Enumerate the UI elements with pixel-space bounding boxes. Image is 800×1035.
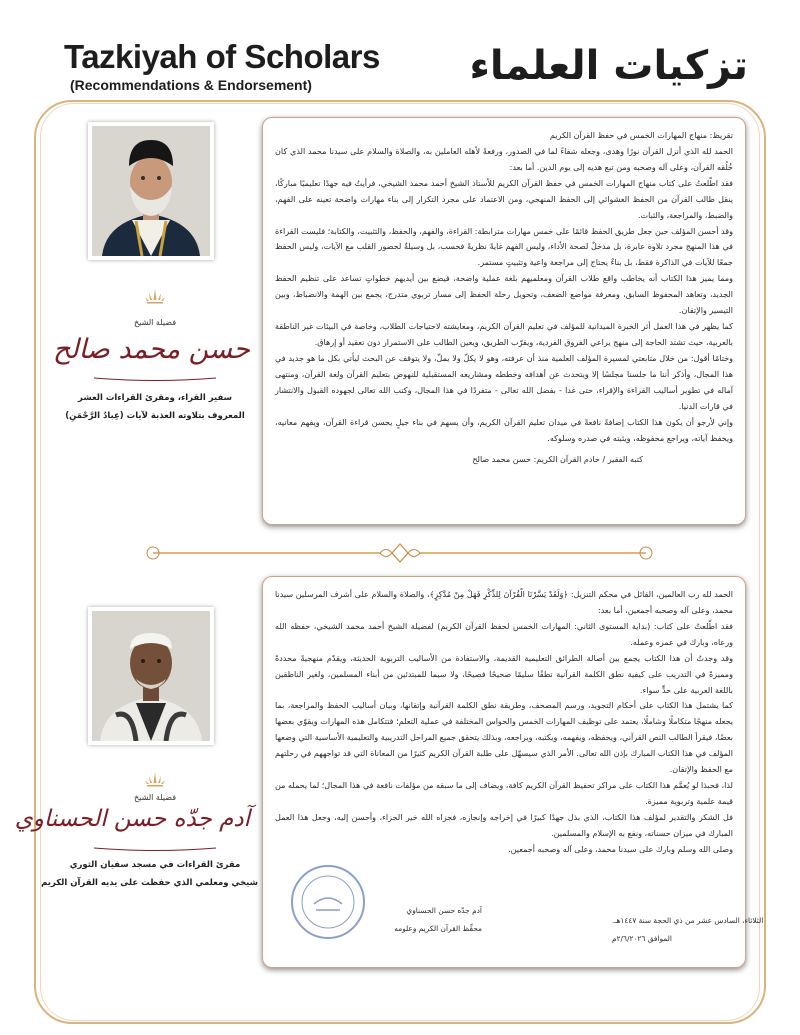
letter2-paragraph: الحمد لله رب العالمين، القائل في محكم التنزيل: ﴿وَلَقَدْ يَسَّرْنَا الْقُرْآنَ لِلذِّكْرِ فَهَلْ مِنْ مُدَّكِرٍ﴾، والصلاة والسلام على أشرف المرسلين سيدنا محمد، وعلى آله وصحبه أجمعين، أما بعد: xyxy=(275,590,733,615)
page-title-en: Tazkiyah of Scholars xyxy=(64,38,380,75)
crown-ornament-icon xyxy=(143,288,167,304)
letter2-date-gregorian: الموافق ٢/٦/٢٠٢٦م xyxy=(612,934,672,943)
letter1-heading: تقريظ: منهاج المهارات الخمس في حفظ القرآن الكريم xyxy=(549,131,733,140)
scholar1-description: المعروف بتلاوته العذبة لآيات (عِبادُ الرَّحْمَنِ) xyxy=(65,411,245,421)
page-title-ar: تزكيات العلماء xyxy=(469,43,748,89)
letter2-paragraph: لذا، فحبذا لو يُعمَّم هذا الكتاب على مراكز تحفيظ القرآن الكريم كافة، ويضاف إلى ما سبقه من مؤلفات نافعة في هذا المجال؛ لما يحمله من قيمة علمية وتربوية مميزة. xyxy=(275,781,733,806)
section-divider-ornament xyxy=(40,538,760,568)
scholar1-letter-card xyxy=(262,117,746,525)
letter1-paragraph: وختامًا أقول: من خلال متابعتي لمسيرة المؤلف العلمية منذ أن عرفته، وهو لا يكلّ ولا يملّ، ولا يتوقف عن البحث ليأتي بكل ما هو جديد في هذا المجال، وأذكر أننا ما جلسنا مجلسًا إلا ويتحدث عن أهدافه وخططه ومشاريعه المستقبلية للنهوض بتعليم القرآن ولغة القرآن، ومنتهى آماله في تطوير أساليب القراءة والإقراء، حتى غدا - بفضل الله تعالى - متفردًا في هذا المجال، وكتب الله تعالى لجهوده القبول والانتشار في قارات الدنيا. xyxy=(275,353,733,411)
official-seal-stamp xyxy=(288,862,368,942)
scholar1-honorific: فضيلة الشيخ xyxy=(133,318,177,327)
letter1-paragraph: ومما يميز هذا الكتاب أنه يخاطب واقع طلاب القرآن ومعلميهم بلغة عملية واضحة، فيضع بين أيديهم خطواتٍ تساعد على تنظيم الحفظ الجديد، وتعاهد المحفوظ السابق، ومعرفة مواضع الضعف، وتحويل رحلة الحفظ إلى مسار تربوي متدرج، يجمع بين الهمة والانضباط، وبين التيسير والإتقان. xyxy=(275,274,733,316)
scholar2-portrait-image xyxy=(92,611,210,741)
letter1-paragraph: وقد أحسن المؤلف حين جعل طريق الحفظ قائمًا على خمس مهارات مترابطة: القراءة، والفهم، والحفظ، والتثبيت، والكتابة؛ فليست القراءة في هذا المنهج مجرد تلاوة عابرة، بل مدخلٌ لصحة الأداء، وليس الفهم غايةً نظريةً فحسب، بل وسيلةٌ لحضور القلب مع الآيات، وليس الحفظ جمعًا للآيات في الذاكرة فقط، بل بناءٌ يحتاج إلى مراجعة واعية وتثبيتٍ مستمر. xyxy=(275,226,733,268)
scholar1-photo xyxy=(88,122,214,260)
scholar1-signature-flourish xyxy=(92,374,218,382)
letter2-date-hijri: الثلاثاء، السادس عشر من ذي الحجة سنة ١٤٤٧هـ. xyxy=(612,916,764,925)
scholar2-photo xyxy=(88,607,214,745)
letter1-paragraph: الحمد لله الذي أنزل القرآن نورًا وهدى، وجعله شفاءً لما في الصدور، ورفعةً لأهله العاملين به، والصلاة والسلام على سيدنا محمد الذي كان خُلُقه القرآن، وعلى آله وصحبه ومن تبع هديه إلى يوم الدين. أما بعد: xyxy=(275,146,733,172)
letter2-paragraph: فل الشكر والتقدير لمؤلف هذا الكتاب، الذي بذل جهدًا كبيرًا في إخراجه وإنجازه، فجزاه الله خير الجزاء، وأحسن إليه، وجعل هذا العمل المبارك في ميزان حسناته، ونفع به الإسلام والمسلمين. xyxy=(275,812,733,838)
letter2-sign-title: محفِّظ القرآن الكريم وعلومه xyxy=(394,924,482,933)
scholar2-signature: آدم جدّه حسن الحسناوي xyxy=(14,806,250,832)
letter2-paragraph: كما يشتمل هذا الكتاب على أحكام التجويد، ورسم المصحف، وطريقة نطق الكلمة القرآنية وإتقانها، وبيان أساليب الحفظ والمراجعة، بما يجعله منهجًا متكاملًا وشاملًا، يعتمد على توظيف المهارات الخمس والحواس المختلفة في عملية التعلم؛ فتتكامل هذه المهارات ويقوّي بعضها بعضًا، فيقرأ الطالب النص القرآني، ويحفظه، ويفهمه، ويكتبه، ويراجعه، وبذلك يتحقق جميع المراحل التدريبية والتعليمية الأساسية التي وضعها المؤلف في هذا الكتاب المبارك بإذن الله تعالى. الأمر الذي سيسهّل على طلبة القرآن الكريم كثيرًا من المعاناة التي قد تواجههم في رحلتهم مع الحفظ والإتقان. xyxy=(275,701,733,775)
crown-ornament-icon xyxy=(143,771,167,787)
scholar2-signature-flourish xyxy=(92,844,218,852)
letter2-paragraph: وقد وجدتُ أن هذا الكتاب يجمع بين أصالة الطرائق التعليمية القديمة، والاستفادة من الأساليب التربوية الحديثة، ويقدّم منهجيةً محددةً ومميزةً في التدريب على كيفية نطق الكلمة القرآنية نطقًا سليمًا صحيحًا فصيحًا، ولا سيما للمبتدئين من أبناء المسلمين، ولغير الناطقين باللغة العربية على حدٍّ سواء. xyxy=(275,653,733,695)
scholar2-honorific: فضيلة الشيخ xyxy=(133,793,177,802)
scholar1-signature: حسن محمد صالح xyxy=(53,334,250,365)
letter1-paragraph: فقد اطّلعتُ على كتاب منهاج المهارات الخمس في حفظ القرآن الكريم للأستاذ الشيخ أحمد محمد الشيخي، فرأيتُ فيه جهدًا تعليميًا مباركًا، ينقل طالب القرآن من الحفظ العشوائي إلى الحفظ المنهجي، ومن الاعتماد على مجرد التكرار إلى بناء مهارات واضحة تعينه على الفهم، والضبط، والمراجعة، والثبات. xyxy=(275,178,733,220)
letter1-signature: كتبه الفقير / خادم القرآن الكريم: حسن محمد صالح xyxy=(472,455,643,465)
letter2-paragraph: فقد اطّلعتُ على كتاب: (بداية المستوى الثاني: المهارات الخمس لحفظ القرآن الكريم) لفضيلة الشيخ أحمد محمد الشيخي، حفظه الله ورعاه، وبارك في عمره وعمله. xyxy=(275,621,733,647)
letter1-paragraph: كما يظهر في هذا العمل أثر الخبرة الميدانية للمؤلف في تعليم القرآن الكريم، ومعايشته لاحتياجات الطلاب، وخاصة في البيئات غير الناطقة بالعربية، حيث تشتد الحاجة إلى منهج يراعي الفروق الفردية، ويقرّب الطريق، ويعين الطالب على الاستمرار دون تعقيد أو إرهاق. xyxy=(275,322,733,347)
scholar1-portrait-image xyxy=(92,126,210,256)
letter1-paragraph: وإني لأرجو أن يكون هذا الكتاب إضافةً نافعةً في ميدان تعليم القرآن الكريم، وأن يسهم في بناء جيلٍ يحسن قراءة القرآن، ويفهم معانيه، ويحفظ آياته، ويراجع محفوظه، ويثبته في صدره وسلوكه. xyxy=(275,417,733,443)
scholar1-role: سفير القراء، ومقرئ القراءات العشر xyxy=(78,393,232,403)
scholar2-description: شيخي ومعلمي الذي حفظت على يديه القرآن الكريم xyxy=(41,878,258,888)
letter2-paragraph: وصلى الله وسلم وبارك على سيدنا محمد، وعلى آله وصحبه أجمعين. xyxy=(508,844,733,854)
scholar2-role: مقرئ القراءات في مسجد سفيان الثوري xyxy=(69,860,241,870)
letter2-sign-name: آدم جدّه حسن الحسناوي xyxy=(406,906,482,915)
page-subtitle-en: (Recommendations & Endorsement) xyxy=(70,77,312,93)
